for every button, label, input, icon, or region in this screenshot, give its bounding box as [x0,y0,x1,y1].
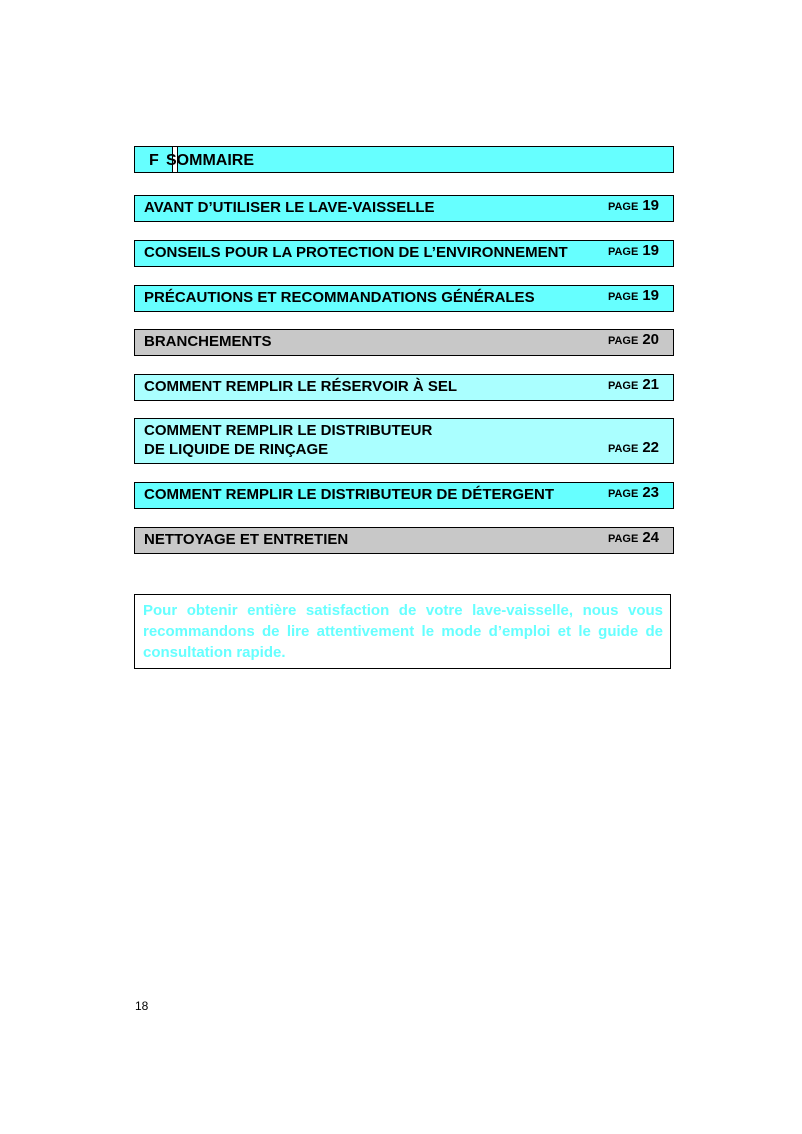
toc-item[interactable] [134,527,674,554]
toc-item[interactable] [134,329,674,356]
toc-item[interactable] [134,418,674,464]
advice-note-box [134,594,671,669]
toc-item-page: PAGE 24 [607,529,659,546]
toc-item[interactable] [134,374,674,401]
toc-item-label: COMMENT REMPLIR LE DISTRIBUTEUR DE LIQUIDE DE RINÇAGE [144,422,433,458]
toc-item[interactable] [134,482,674,509]
language-code: F [149,152,159,169]
toc-item-page: PAGE 19 [607,197,659,214]
toc-item[interactable] [134,285,674,312]
toc-item[interactable] [134,240,674,267]
document-title-bar [134,146,674,173]
toc-item[interactable] [134,195,674,222]
toc-item-page: PAGE 19 [607,242,659,259]
toc-item-label: COMMENT REMPLIR LE RÉSERVOIR À SEL [144,378,458,395]
toc-item-label: AVANT D’UTILISER LE LAVE-VAISSELLE [144,199,435,216]
toc-item-label: CONSEILS POUR LA PROTECTION DE L’ENVIRONNEMENT [144,244,568,261]
toc-item-label: PRÉCAUTIONS ET RECOMMANDATIONS GÉNÉRALES [144,289,535,306]
toc-item-page: PAGE 21 [607,376,659,393]
page-number: 18 [135,999,149,1013]
toc-item-page: PAGE 23 [607,484,659,501]
toc-item-label: NETTOYAGE ET ENTRETIEN [144,531,349,548]
advice-note-text: Pour obtenir entière satisfaction de votre lave-vaisselle, nous vous recommandons de lire attentivement le mode d’emploi et le guide de consultation rapide. [143,602,663,661]
toc-item-page: PAGE 19 [607,287,659,304]
document-title: SOMMAIRE [166,152,254,169]
toc-item-label: BRANCHEMENTS [144,333,272,350]
toc-item-page: PAGE 22 [607,439,659,456]
toc-item-label: COMMENT REMPLIR LE DISTRIBUTEUR DE DÉTERGENT [144,486,555,503]
toc-item-page: PAGE 20 [607,331,659,348]
